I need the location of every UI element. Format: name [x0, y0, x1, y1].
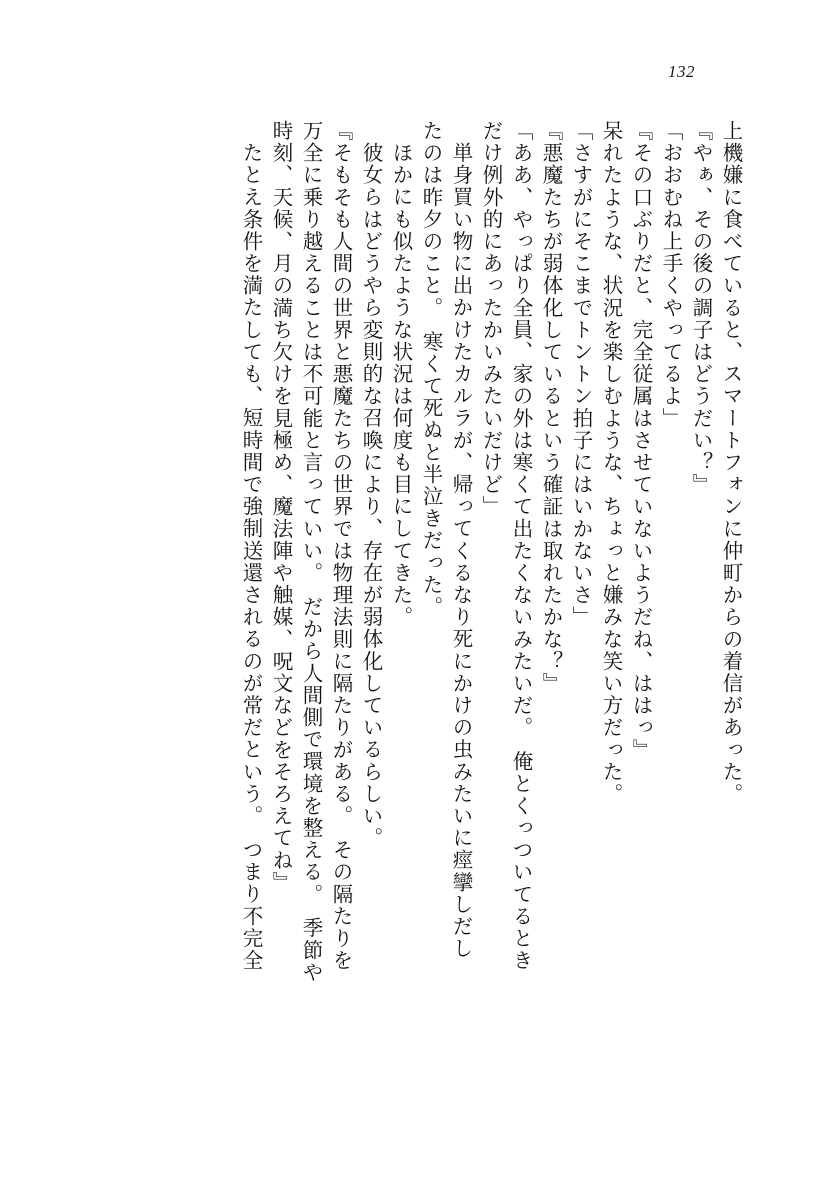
text-line: ほかにも似たような状況は何度も目にしてきた。 — [389, 142, 413, 629]
page-number: 132 — [668, 62, 695, 81]
text-line: 『その口ぶりだと、完全従属はさせていないようだね、ははっ』 — [629, 120, 653, 761]
text-line: だけ例外的にあったかいみたいだけど」 — [479, 120, 503, 518]
text-line: 『そもそも人間の世界と悪魔たちの世界では物理法則に隔たりがある。 その隔たりを — [329, 120, 353, 972]
text-line: 単身買い物に出かけたカルラが、帰ってくるなり死にかけの虫みたいに痙攣しだし — [449, 142, 473, 960]
text-line: たのは昨夕のこと。 寒くて死ぬと半泣きだった。 — [419, 120, 443, 619]
text-line: 『悪魔たちが弱体化しているという確証は取れたかな？』 — [539, 120, 563, 695]
text-line: 「おおむね上手くやってるよ」 — [659, 120, 683, 430]
text-line: 彼女らはどうやら変則的な召喚により、存在が弱体化しているらしい。 — [359, 142, 383, 850]
text-line: 「さすがにそこまでトントン拍子にはいかないさ」 — [569, 120, 593, 629]
body-text-columns — [61, 120, 741, 1080]
text-line: 万全に乗り越えることは不可能と言っていい。 だから人間側で環境を整える。 季節や — [299, 120, 323, 984]
text-line: 『やぁ、その後の調子はどうだい？』 — [689, 120, 713, 496]
text-line: 「ああ、やっぱり全員、家の外は寒くて出たくないみたいだ。 俺とくっついてるとき — [509, 120, 533, 972]
text-line: 時刻、天候、月の満ち欠けを見極め、魔法陣や触媒、呪文などをそろえてね』 — [269, 120, 293, 894]
text-line: たとえ条件を満たしても、短時間で強制送還されるのが常だという。 つまり不完全 — [239, 142, 263, 972]
text-line: 呆れたような、状況を楽しむような、ちょっと嫌みな笑い方だった。 — [599, 120, 623, 806]
text-line: 上機嫌に食べていると、スマートフォンに仲町からの着信があった。 — [719, 120, 743, 806]
